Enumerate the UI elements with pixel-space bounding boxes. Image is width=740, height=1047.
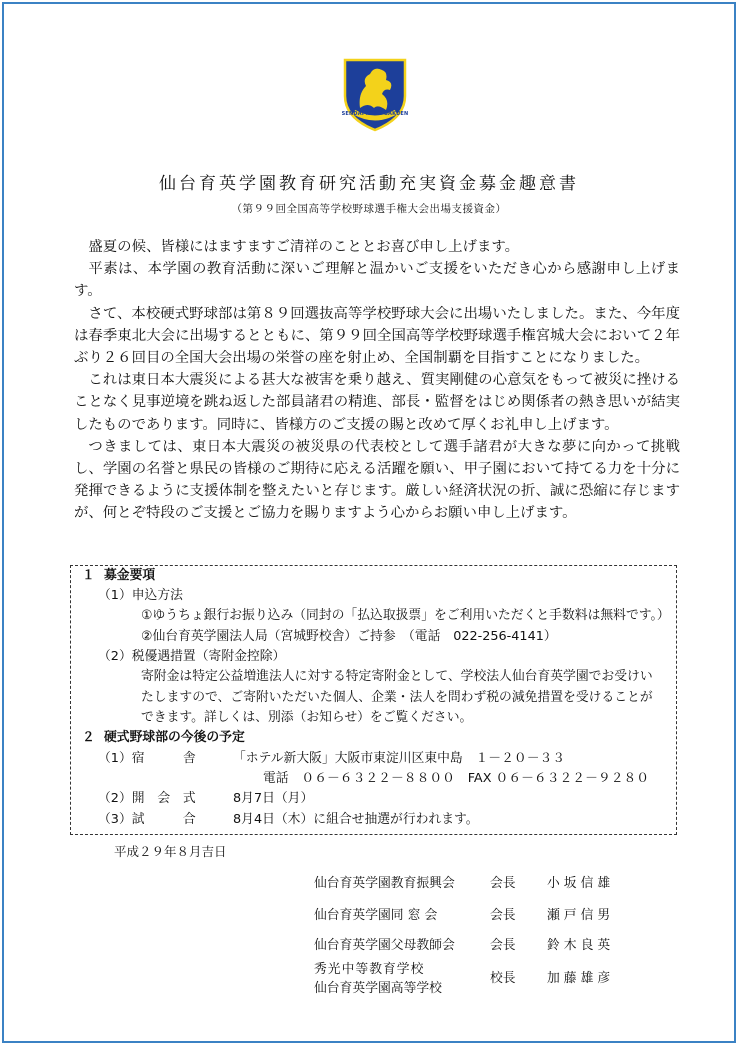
tax-text-line: できます。詳しくは、別添（お知らせ）をご覧ください。 bbox=[141, 710, 473, 725]
tax-text-line: 寄附金は特定公益増進法人に対する特定寄附金として、学校法人仙台育英学園でお受けい bbox=[141, 669, 653, 684]
signatory-role: 会長 bbox=[490, 908, 516, 923]
application-method-1: ①ゆうちょ銀行お振り込み（同封の「払込取扱票」をご利用いただくと手数料は無料です。） bbox=[141, 608, 670, 623]
details-box bbox=[70, 565, 677, 835]
logo-text: SENDAI IKUEI GAKUEN bbox=[341, 111, 409, 117]
application-method-2: ②仙台育英学園法人局（宮城野校舎）ご持参 （電話 022-256-4141） bbox=[141, 629, 557, 644]
document-page bbox=[2, 2, 736, 1043]
signatory-name: 瀬戸信男 bbox=[547, 908, 615, 923]
document-date: 平成２９年８月吉日 bbox=[114, 844, 227, 859]
signatory-org: 秀光中等教育学校 bbox=[314, 962, 425, 977]
signatory-org: 仙台育英学園同 窓 会 bbox=[314, 908, 438, 923]
section-number: １ bbox=[82, 568, 95, 583]
signatory-role: 会長 bbox=[490, 876, 516, 891]
lodging-phone: 電話 ０６－６３２２－８８００ FAX ０６－６３２２－９２８０ bbox=[263, 771, 650, 786]
match-label: （3）試 合 bbox=[98, 812, 196, 827]
opening-ceremony-value: 8月7日（月） bbox=[233, 791, 314, 806]
paragraph: 平素は、本学園の教育活動に深いご理解と温かいご支援をいただき心から感謝申し上げます。 bbox=[74, 261, 680, 300]
signatory-org: 仙台育英学園父母教師会 bbox=[314, 938, 455, 953]
signatory-name: 鈴木良英 bbox=[547, 938, 615, 953]
lodging-value: 「ホテル新大阪」大阪市東淀川区東中島 １－２０－３３ bbox=[233, 751, 566, 766]
lion-crest-icon bbox=[340, 56, 410, 132]
body-text bbox=[74, 236, 680, 525]
section-number: ２ bbox=[82, 730, 95, 745]
signatory-name: 小坂信雄 bbox=[547, 876, 615, 891]
signatory-role: 校長 bbox=[490, 971, 516, 986]
signatory-org-2: 仙台育英学園高等学校 bbox=[314, 981, 442, 996]
opening-ceremony-label: （2）開 会 式 bbox=[98, 791, 196, 806]
tax-text-line: たしますので、ご寄附いただいた個人、企業・法人を問わず税の減免措置を受けることが bbox=[141, 690, 653, 705]
paragraph: つきましては、東日本大震災の被災県の代表校として選手諸君が大きな夢に向かって挑戦し、学園の名誉と県民の皆様のご期待に応える活躍を願い、甲子園において持てる力を十分に発揮できるように支援体制を整えたいと存じます。厳しい経済状況の折、誠に恐縮に存じますが、何とぞ特段のご支援とご協力を賜りますよう心からお願い申し上げます。 bbox=[74, 438, 680, 522]
document-title: 仙台育英学園教育研究活動充実資金募金趣意書 bbox=[159, 174, 579, 194]
lodging-label: （1）宿 舎 bbox=[98, 751, 196, 766]
signatory-role: 会長 bbox=[490, 938, 516, 953]
paragraph: 盛夏の候、皆様にはますますご清祥のこととお喜び申し上げます。 bbox=[88, 239, 519, 255]
tax-heading: （2）税優遇措置（寄附金控除） bbox=[98, 649, 286, 664]
application-method-heading: （1）申込方法 bbox=[98, 588, 183, 603]
match-value: 8月4日（木）に組合せ抽選が行われます。 bbox=[233, 812, 479, 827]
paragraph: これは東日本大震災による甚大な被害を乗り越え、質実剛健の心意気をもって被災に挫けることなく見事逆境を跳ね返した部員諸君の精進、部長・監督をはじめ関係者の熱き思いが結実したものであります。同時に、皆様方のご支援の賜と改めて厚くお礼申し上げます。 bbox=[74, 372, 680, 433]
section-title-schedule: 硬式野球部の今後の予定 bbox=[104, 730, 245, 745]
document-subtitle: （第９９回全国高等学校野球選手権大会出場支援資金） bbox=[231, 203, 507, 215]
paragraph: さて、本校硬式野球部は第８９回選抜高等学校野球大会に出場いたしました。また、今年度は春季東北大会に出場するとともに、第９９回全国高等学校野球選手権宮城大会において２年ぶり２６回目の全国大会出場の栄誉の座を射止め、全国制覇を目指すことになりました。 bbox=[74, 305, 680, 367]
signatory-org: 仙台育英学園教育振興会 bbox=[314, 876, 455, 891]
signatory-name: 加藤雄彦 bbox=[547, 971, 615, 986]
section-title-fundraising: 募金要項 bbox=[104, 568, 156, 583]
